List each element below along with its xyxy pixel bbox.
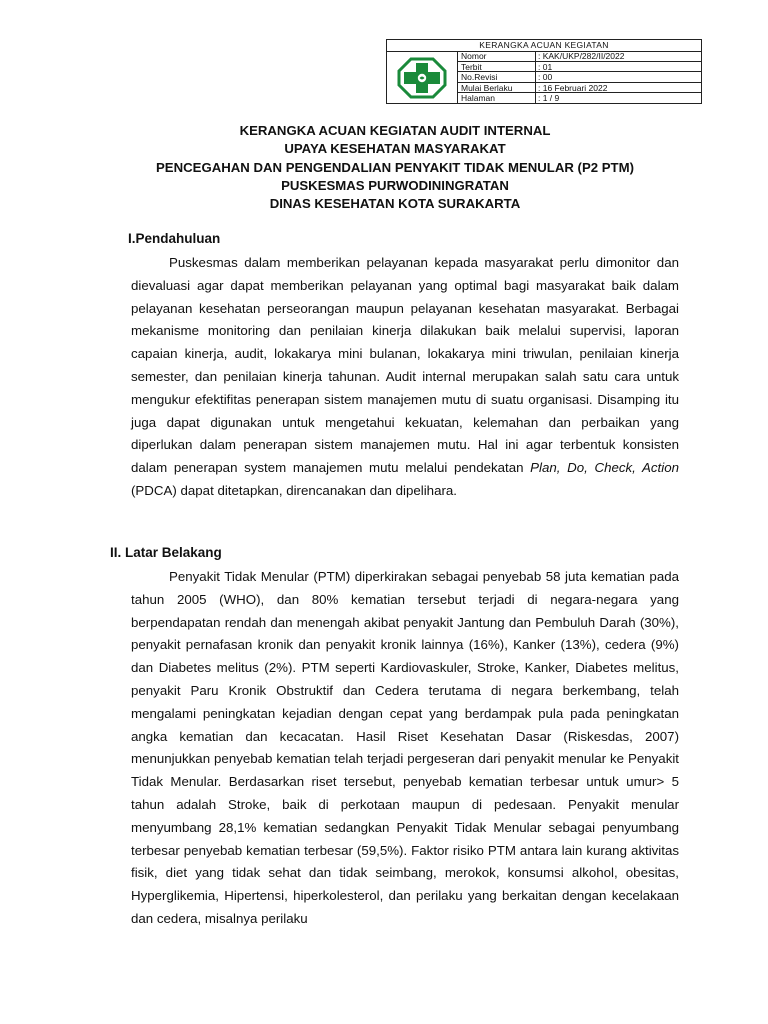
bakti-husada-logo-icon xyxy=(397,57,447,99)
header-row-label: Nomor xyxy=(461,51,487,61)
section-body-pendahuluan xyxy=(131,252,679,503)
document-subtitle: PUSKESMAS PURWODININGRATAN xyxy=(281,177,509,193)
header-row-nomor xyxy=(457,51,701,62)
section-heading-pendahuluan: I.Pendahuluan xyxy=(128,231,221,246)
header-row-label: Terbit xyxy=(461,61,482,72)
paragraph-italic-text: Plan, Do, Check, Action xyxy=(530,460,679,476)
paragraph-text: Puskesmas dalam memberikan pelayanan kepada masyarakat perlu dimonitor dan dievaluasi agar dapat memberikan pelayanan yang optimal bagi masyarakat baik dalam pelayanan kesehatan perseorangan maupun pelayanan kesehatan masyarakat. Berbagai mekanisme monitoring dan penilaian kinerja dilakukan baik melalui supervisi, laporan capaian kinerja, audit, lokakarya mini bulanan, lokakarya mini triwulan, penilaian kinerja semester, dan penilaian kinerja tahunan. Audit internal merupakan salah satu cara untuk mengukur efektifitas penerapan sistem manajemen mutu di suatu organisasi. Disamping itu juga dapat digunakan untuk mengetahui kekuatan, kelemahan dan perbaikan yang diperlukan dalam penerapan sistem manajemen mutu. Hal ini agar terbentuk konsisten dalam penerapan system manajemen mutu melalui pendekatan xyxy=(131,255,679,476)
header-row-value: : 00 xyxy=(538,72,553,82)
header-row-mulai-berlaku xyxy=(457,83,701,94)
paragraph-text: Penyakit Tidak Menular (PTM) diperkirakan sebagai penyebab 58 juta kematian pada tahun 2005 (WHO), dan 80% kematian tersebut terjadi di negara-negara yang berpendapatan rendah dan menengah akibat penyakit Jantung dan Pembuluh Darah (30%), penyakit pernafasan kronik dan penyakit kronik lainnya (16%), Kanker (13%), cedera (9%) dan Diabetes melitus (2%). PTM seperti Kardiovaskuler, Stroke, Kanker, Diabetes melitus, penyakit Paru Kronik Obstruktif dan Cedera terutama di negara berkembang, telah mengalami peningkatan kejadian dengan cepat yang berdampak pula pada peningkatan angka kematian dan kecacatan. Hasil Riset Kesehatan Dasar (Riskesdas, 2007) menunjukkan penyebab kematian telah terjadi pergeseran dari penyakit menular ke Penyakit Tidak Menular. Berdasarkan riset tersebut, penyebab kematian terbesar untuk umur> 5 tahun adalah Stroke, baik di perkotaan maupun di pedesaan. Penyakit menular menyumbang 28,1% kematian sedangkan Penyakit Tidak Menular sebagai penyumbang terbesar penyebab kematian terbesar (59,5%). Faktor risiko PTM antara lain kurang aktivitas fisik, diet yang tidak sehat dan tidak seimbang, merokok, konsumsi alkohol, obesitas, Hyperglikemia, Hipertensi, hiperkolesterol, dan perilaku yang berkaitan dengan kecelakaan dan cedera, misalnya perilaku xyxy=(131,569,679,926)
logo-cell xyxy=(387,51,458,103)
paragraph-text: (PDCA) dapat ditetapkan, direncanakan dan dipelihara. xyxy=(131,482,457,498)
header-row-value: : 01 xyxy=(538,61,553,72)
header-rows xyxy=(457,51,701,103)
document-title-block xyxy=(100,122,690,213)
header-row-label: Halaman xyxy=(461,93,496,103)
header-row-halaman xyxy=(457,93,701,104)
section-heading-latar-belakang: II. Latar Belakang xyxy=(110,545,222,560)
header-title: KERANGKA ACUAN KEGIATAN xyxy=(387,40,701,52)
document-subtitle: PENCEGAHAN DAN PENGENDALIAN PENYAKIT TIDAK MENULAR (P2 PTM) xyxy=(156,159,634,175)
header-row-value: : 16 Februari 2022 xyxy=(538,82,608,93)
document-subtitle: DINAS KESEHATAN KOTA SURAKARTA xyxy=(269,196,521,212)
header-row-revisi xyxy=(457,72,701,83)
document-subtitle: UPAYA KESEHATAN MASYARAKAT xyxy=(284,141,506,157)
section-body-latar-belakang xyxy=(131,566,679,931)
header-row-value: : 1 / 9 xyxy=(538,93,560,103)
header-row-label: No.Revisi xyxy=(461,72,498,82)
document-header-table xyxy=(386,39,702,104)
header-row-terbit xyxy=(457,62,701,73)
header-row-value: : KAK/UKP/282/II/2022 xyxy=(538,51,625,61)
document-title: KERANGKA ACUAN KEGIATAN AUDIT INTERNAL xyxy=(239,123,551,138)
header-row-label: Mulai Berlaku xyxy=(461,82,513,93)
